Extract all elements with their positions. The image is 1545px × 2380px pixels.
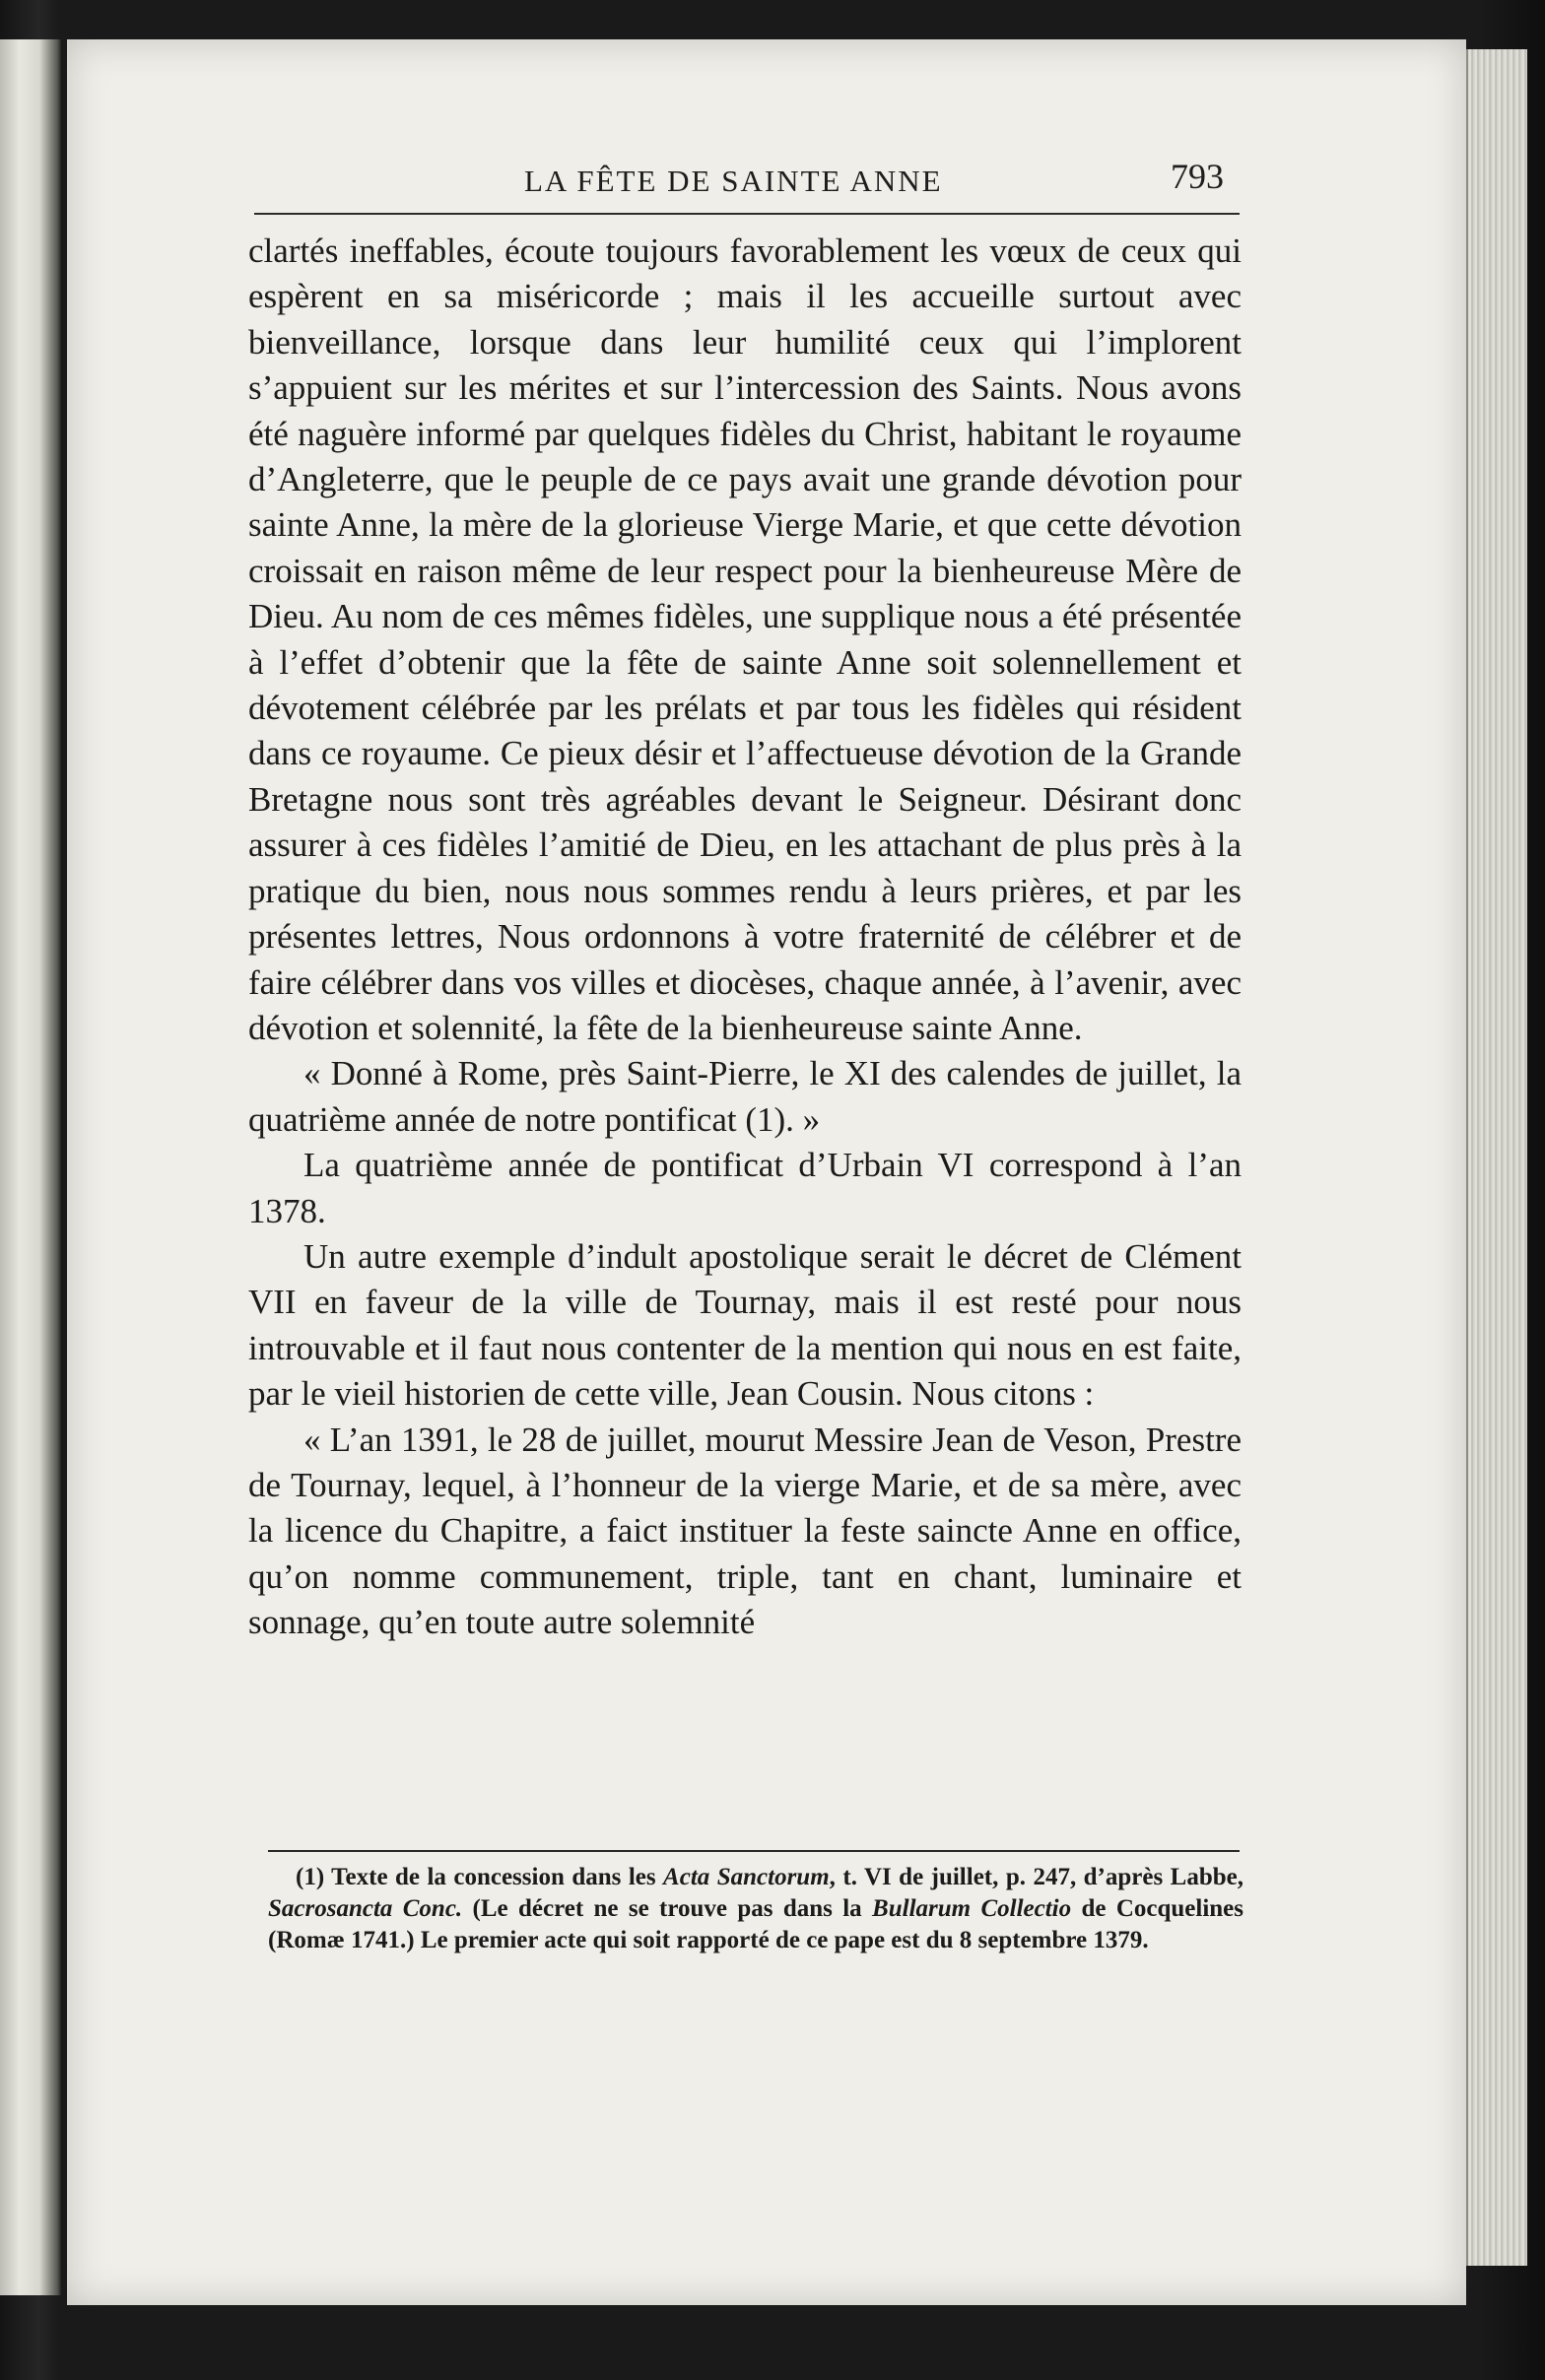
- running-header: [0, 157, 1545, 213]
- paragraph-2: « Donné à Rome, près Saint-Pierre, le XI des calendes de juillet, la quatrième année de notre pontificat (1). »: [248, 1054, 1242, 1139]
- previous-page-edge: [0, 39, 61, 2295]
- page-stack-edges: [1466, 49, 1527, 2266]
- footnote-rule: [268, 1850, 1240, 1852]
- paragraph-4: Un autre exemple d’indult apostolique serait le décret de Clément VII en faveur de la ville de Tournay, mais il est resté pour nous introuvable et il faut nous contenter de la mention qui nous en est faite, par le vieil historien de cette ville, Jean Cousin. Nous citons :: [248, 1236, 1242, 1414]
- paragraph-5: « L’an 1391, le 28 de juillet, mourut Messire Jean de Veson, Prestre de Tournay, lequel, à l’honneur de la vierge Marie, et de sa mère, avec la licence du Chapitre, a faict instituer la feste saincte Anne en office, qu’on nomme communement, triple, tant en chant, luminaire et sonnage, qu’en toute autre solemnité: [248, 1420, 1242, 1642]
- header-rule: [254, 213, 1240, 215]
- footnote: [268, 1862, 1243, 1956]
- footnote-acta-sanctorum: Acta Sanctorum: [663, 1864, 830, 1890]
- paragraph-3: La quatrième année de pontificat d’Urbain VI correspond à l’an 1378.: [248, 1146, 1242, 1230]
- running-title: LA FÊTE DE SAINTE ANNE: [524, 164, 943, 198]
- page-number: 793: [1171, 157, 1224, 196]
- footnote-sacrosancta: Sacrosancta Conc.: [268, 1895, 463, 1922]
- footnote-bullarum-collectio: Bullarum Collectio: [872, 1895, 1072, 1922]
- paragraph-1: clartés ineffables, écoute toujours favorablement les vœux de ceux qui espèrent en sa miséricorde ; mais il les accueille surtout avec bienveillance, lorsque dans leur humilité ceux qui l’implorent s’appuient sur les mérites et sur l’intercession des Saints. Nous avons été naguère informé par quelques fidèles du Christ, habitant le royaume d’Angleterre, que le peuple de ce pays avait une grande dévotion pour sainte Anne, la mère de la glorieuse Vierge Marie, et que cette dévotion croissait en raison même de leur respect pour la bienheureuse Mère de Dieu. Au nom de ces mêmes fidèles, une supplique nous a été présentée à l’effet d’obtenir que la fête de sainte Anne soit solennellement et dévotement célébrée par les prélats et par tous les fidèles qui résident dans ce royaume. Ce pieux désir et l’affectueuse dévotion de la Grande Bretagne nous sont très agréables devant le Seigneur. Désirant donc assurer à ces fidèles l’amitié de Dieu, en les attachant de plus près à la pratique du bien, nous nous sommes rendu à leurs prières, et par les présentes lettres, Nous ordonnons à votre fraternité de célébrer et de faire célébrer dans vos villes et diocèses, chaque année, à l’avenir, avec dévotion et solennité, la fête de la bienheureuse sainte Anne.: [248, 231, 1242, 1047]
- body-text: [248, 229, 1242, 1646]
- footnote-part-3: (Le décret ne se trouve pas dans la: [462, 1895, 873, 1922]
- footnote-part-4: de Cocquelines (Romæ 1741.) Le premier acte qui soit rapporté de ce pape est du 8 septembre 1379.: [268, 1895, 1243, 1953]
- footnote-part-1: (1) Texte de la concession dans les: [296, 1864, 664, 1890]
- footnote-text: [268, 1862, 1243, 1956]
- footnote-part-2: , t. VI de juillet, p. 247, d’après Labbe,: [829, 1864, 1243, 1890]
